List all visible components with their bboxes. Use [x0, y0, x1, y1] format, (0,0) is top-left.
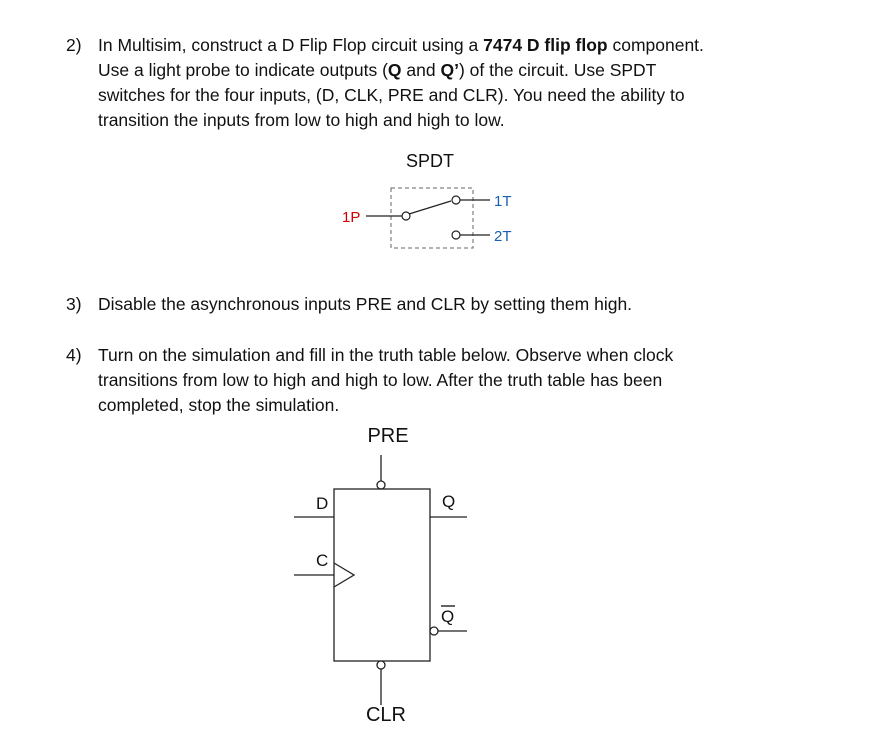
pre-inversion-bubble	[377, 481, 385, 489]
text-line: transitions from low to high and high to low. After the truth table has been	[98, 370, 663, 390]
text-line: switches for the four inputs, (D, CLK, PRE and CLR). You need the ability to	[98, 85, 685, 105]
text-line: Turn on the simulation and fill in the truth table below. Observe when clock	[98, 345, 674, 365]
d-input-label: D	[316, 494, 329, 513]
qbar-inversion-bubble	[430, 627, 438, 635]
pre-label: PRE	[367, 425, 409, 447]
clr-label: CLR	[365, 704, 407, 726]
flipflop-body	[334, 489, 430, 661]
throw2-label: 2T	[494, 228, 512, 245]
qbar-output-label: Q	[441, 607, 455, 626]
pole-label: 1P	[342, 209, 361, 226]
question-number: 4)	[66, 345, 82, 365]
clr-inversion-bubble	[377, 661, 385, 669]
question-number: 3)	[66, 294, 82, 314]
text-line: completed, stop the simulation.	[98, 395, 340, 415]
question-number: 2)	[66, 35, 82, 55]
clock-input-label: C	[316, 551, 329, 570]
text-line: transition the inputs from low to high and high to low.	[98, 110, 505, 130]
spdt-title: SPDT	[405, 151, 455, 171]
throw1-label: 1T	[494, 193, 512, 210]
text-line: Disable the asynchronous inputs PRE and CLR by setting them high.	[98, 294, 633, 314]
text-line: In Multisim, construct a D Flip Flop circuit using a 7474 D flip flop component.	[98, 35, 704, 55]
text-line: Use a light probe to indicate outputs (Q and Q’) of the circuit. Use SPDT	[98, 60, 657, 80]
q-output-label: Q	[442, 492, 456, 511]
clock-edge-triangle	[334, 563, 354, 587]
